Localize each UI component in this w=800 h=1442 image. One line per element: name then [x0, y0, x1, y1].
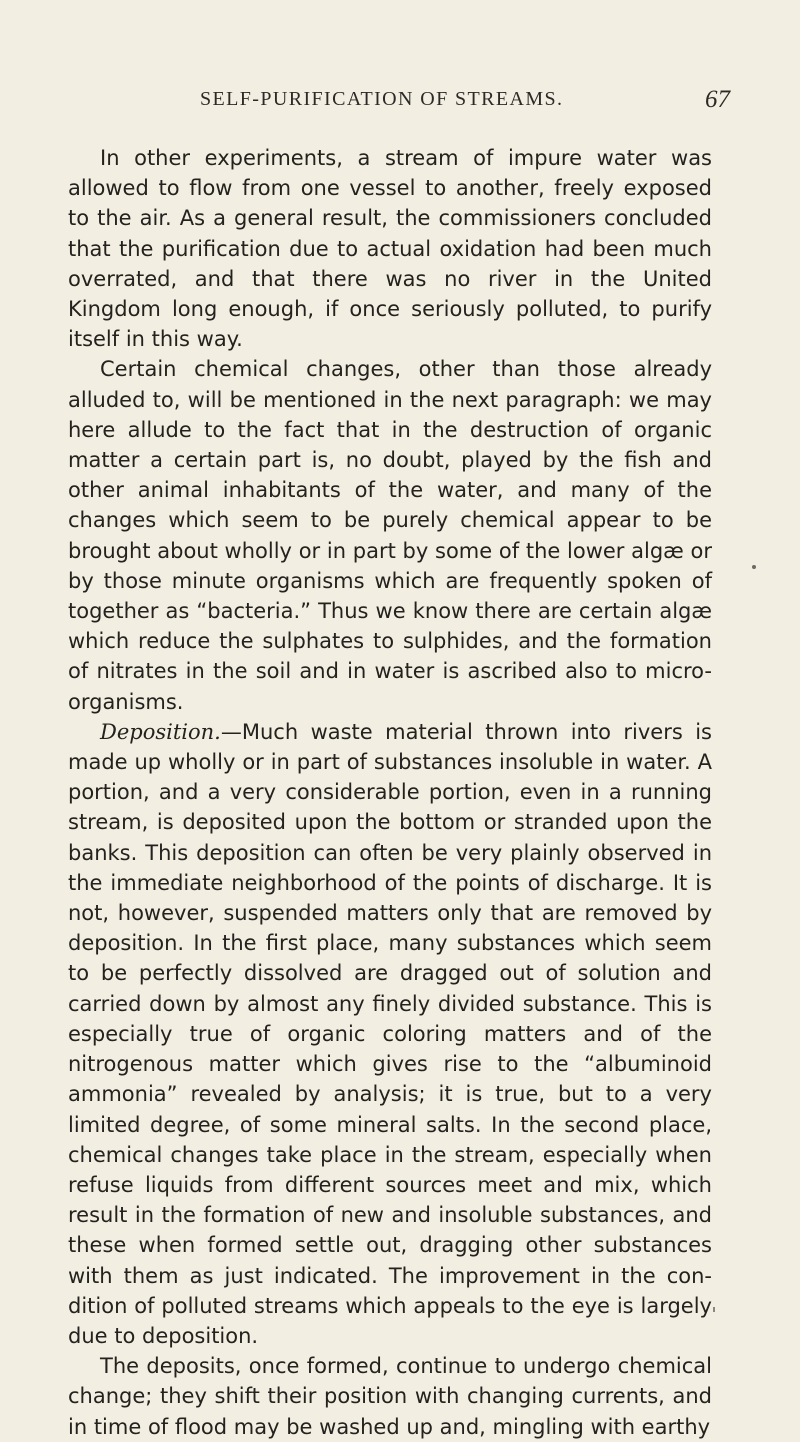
paragraph-chemical-changes — [68, 354, 712, 716]
body-text — [68, 143, 712, 1442]
paragraph-deposits — [68, 1351, 712, 1442]
running-head: SELF-PURIFICATION OF STREAMS. — [200, 88, 564, 110]
paragraph-text: The deposits, once formed, continue to undergo chemical change; they shift their position with changing currents, and in time of flood may be washed up and, mingling with earthy — [68, 1354, 712, 1439]
paragraph-text: —Much waste material thrown into rivers is made up wholly or in part of substances insoluble in water. A portion, and a very considerable portion, even in a running stream, is deposited upon the bottom or stranded upon the banks. This deposition can often be very plainly observed in the immediate neighborhood of the points of discharge. It is not, however, suspended matters only that are removed by deposition. In the first place, many substances which seem to be perfectly dissolved are dragged out of solution and carried down by almost any finely divided substance. This is especially true of organic coloring matters and of the nitrogenous matter which gives rise to the “albuminoid ammonia” revealed by analysis; it is true, but to a very limited degree, of some mineral salts. In the second place, chemical changes take place in the stream, especially when refuse liquids from different sources meet and mix, which result in the formation of new and insoluble substances, and these when formed settle out, dragging other substances with them as just indicated. The improvement in the condition of polluted streams which appeals to the eye is largely due to deposition. — [68, 719, 712, 1348]
paragraph-text: Certain chemical changes, other than those already alluded to, will be mentioned in the next paragraph: we may here allude to the fact that in the destruction of organic matter a certain part is, no doubt, played by the fish and other animal inhabitants of the water, and many of the changes which seem to be purely chemical appear to be brought about wholly or in part by some of the lower algæ or by those minute organisms which are frequently spoken of together as “bacteria.” Thus we know there are certain algæ which reduce the sulphates to sulphides, and the formation of nitrates in the soil and in water is ascribed also to micro-organisms. — [68, 357, 712, 714]
paragraph-text: In other experiments, a stream of impure water was allowed to flow from one vessel to another, freely exposed to the air. As a general result, the commissioners concluded that the purification due to actual oxidation had been much overrated, and that there was no river in the United Kingdom long enough, if once seriously polluted, to purify itself in this way. — [68, 146, 712, 352]
paragraph-oxidation — [68, 143, 712, 354]
page-number: 67 — [705, 86, 730, 113]
section-heading-deposition: Deposition. — [100, 719, 221, 744]
paragraph-deposition — [68, 717, 712, 1351]
page-header — [100, 88, 730, 124]
print-mark — [713, 1307, 715, 1312]
margin-mark — [752, 565, 756, 569]
